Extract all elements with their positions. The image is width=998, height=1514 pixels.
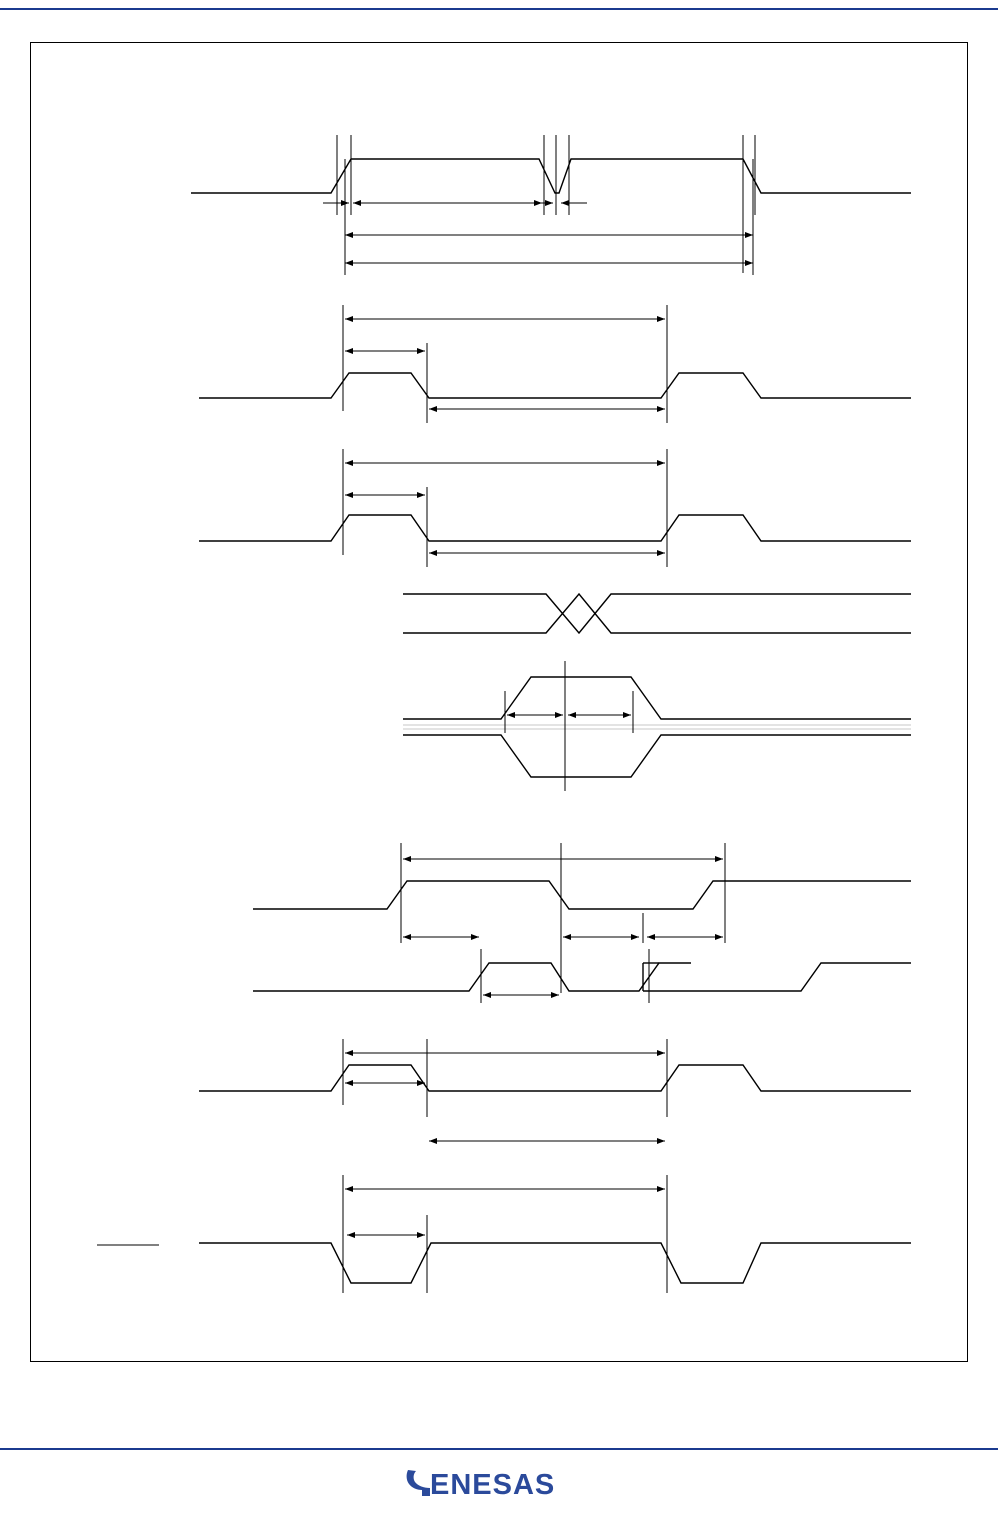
edge-markers-row-5 [505,691,633,733]
bus-rail-lines-row-5 [403,725,911,729]
waveform-row-8-active-low [199,1243,911,1283]
header-rule [0,8,998,10]
edge-markers-row-6 [401,843,725,993]
dimension-arrows-row-6 [403,859,723,937]
waveform-row-7 [199,1065,911,1091]
waveform-row-2 [199,373,911,398]
dimension-arrows-row-7 [345,1053,665,1141]
dimension-arrows-row-1 [323,203,753,263]
waveform-row-4-address-bus [403,594,911,633]
edge-markers-row-1 [337,135,755,273]
svg-text:ENESAS: ENESAS [430,1469,556,1500]
renesas-logo [0,1466,998,1505]
timing-diagram-frame [30,42,968,1362]
dimension-arrows-row-8 [345,1189,665,1235]
footer-rule [0,1448,998,1450]
edge-extension-row-1 [345,159,753,275]
timing-diagram [31,43,969,1363]
waveform-row-1 [191,159,911,193]
waveform-row-6-lower [253,963,911,991]
waveform-row-5-data-bus [403,677,911,777]
waveform-row-3 [199,515,911,541]
edge-markers-row-3 [343,449,667,567]
edge-markers-row-7 [343,1039,667,1117]
dimension-arrows-row-2 [345,319,665,409]
dimension-arrows-row-3 [345,463,665,553]
edge-markers-row-2 [343,305,667,423]
timing-diagram-svg-wrapper [31,43,967,1361]
edge-markers-row-8 [343,1175,667,1293]
renesas-wordmark [404,1466,594,1500]
waveform-row-6 [253,881,911,909]
